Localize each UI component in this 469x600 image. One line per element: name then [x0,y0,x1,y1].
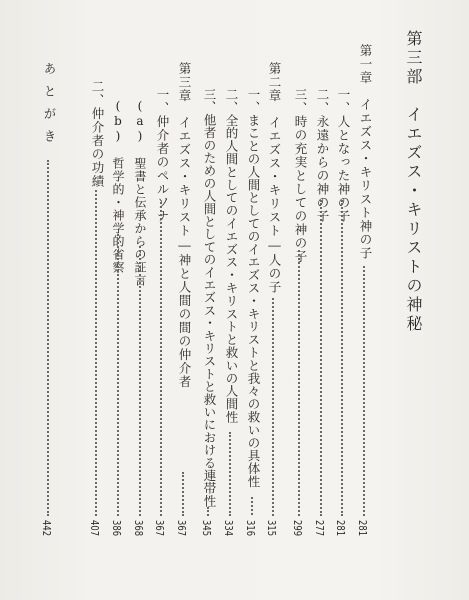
chapter-2-leader [272,298,274,516]
section-3-1b-leader [117,234,119,516]
section-2-2: 二、全的人間としてのイエズス・キリストと救いの人間性 [224,88,239,424]
section-1-1: 一、人となった神の子 [336,88,351,223]
section-1-2: 二、永遠からの神の子 [315,88,330,223]
chapter-1-leader [363,266,365,516]
section-2-1-page: 316 [244,520,257,537]
section-2-2-leader [229,432,231,516]
section-3-2-page: 407 [88,520,101,537]
section-2-1-leader [251,497,253,515]
section-3-1a-leader [139,246,141,516]
section-1-2-leader [320,200,322,516]
section-2-3: 三、他者のための人間としてのイエズス・キリストと救いにおける連帯性 [202,88,217,508]
part-title: 第三部 イエズス・キリストの神秘 [404,30,423,334]
afterword: あとがき [42,62,57,152]
section-3-1: 一、仲介者のペルソナ [155,88,170,223]
section-1-3-page: 299 [291,520,304,537]
chapter-3-leader [182,472,184,516]
section-3-1-leader [160,202,162,516]
chapter-1-title: 第一章 イエズス・キリスト神の子 [358,44,373,260]
section-3-1a-page: 368 [132,520,145,537]
section-1-3-leader [298,250,300,516]
section-2-1: 一、まことの人間としてのイエズス・キリストと我々の救いの具体性 [246,88,261,488]
chapter-2-title: 第二章 イエズス・キリスト―人の子 [267,62,282,294]
chapter-2-page: 315 [265,520,278,537]
section-1-2-page: 277 [313,520,326,537]
section-1-1-page: 281 [334,520,347,537]
section-2-3-page: 345 [200,520,213,537]
section-3-1b: (b) 哲学的・神学的省察 [111,99,125,274]
section-1-1-leader [341,200,343,516]
section-3-1-page: 367 [153,520,166,537]
chapter-3-page: 367 [175,520,188,537]
section-3-2-leader [95,190,97,516]
chapter-1-page: 281 [356,520,369,537]
afterword-leader [47,160,49,516]
section-3-1a: (a) 聖書と伝承からの証言 [133,99,147,287]
section-2-3-leader [207,507,209,516]
afterword-page: 442 [40,520,53,537]
section-3-1b-page: 386 [110,520,123,537]
chapter-3-title: 第三章 イエズス・キリスト―神と人間の間の仲介者 [177,62,192,389]
section-3-2: 二、仲介者の功績 [90,80,105,188]
section-1-3: 三、時の充実としての神の子 [293,88,308,264]
section-2-2-page: 334 [222,520,235,537]
